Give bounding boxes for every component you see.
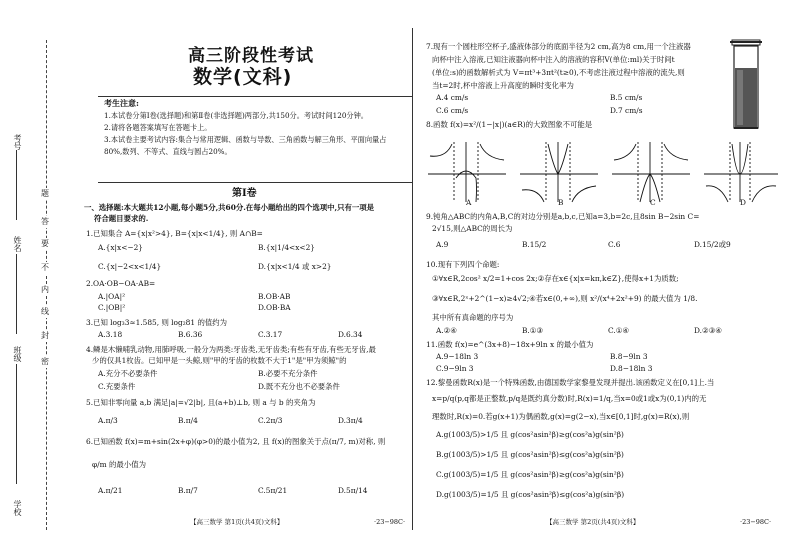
option: C.2π/3: [258, 416, 283, 425]
option: C.{x|−2<x<1/4}: [98, 262, 162, 271]
option: B.g(1003/5)>1/5 且 g(cos²asin²β)≤g(cos²a)g(sin²β): [436, 450, 624, 459]
question-stem: ①∀x∈R,2cos² x/2=1+cos 2x;②存在x∈{x|x=kπ,k∈Z},使得x+1为质数;: [432, 274, 679, 283]
option: B.①③: [522, 326, 544, 335]
option: B.6.36: [178, 330, 203, 339]
question-stem: 11.函数 f(x)=e^(3x+8)−18x+9ln x 的最小值为: [426, 340, 594, 349]
class-line: [16, 364, 17, 484]
option: D.8−18ln 3: [610, 364, 653, 373]
seal-char: 密: [41, 357, 49, 366]
footer-code: ·23−98C·: [740, 518, 772, 526]
question-stem: 6.已知函数 f(x)=m+sin(2x+φ)(φ>0)的最小值为2, 且 f(x)的图象关于点(π/7, m)对称, 则: [86, 437, 386, 446]
graph-c: [612, 142, 690, 202]
question-stem: (单位:s)的函数解析式为 V=πt³+3πt²(t≥0),不考虑注液过程中溶液的流失,则: [432, 68, 685, 77]
question-stem: 少的仅具1枚齿。已知甲是一头鲸,则"甲的牙齿的枚数不大于1"是"甲为须鲸"的: [92, 356, 347, 365]
footer-page-label: 【高三数学 第2页(共4页)文科】: [546, 518, 640, 526]
option: C.①④: [608, 326, 629, 335]
notes-title: 考生注意:: [104, 98, 139, 108]
option: D.5π/14: [338, 486, 368, 495]
question-stem: 8.函数 f(x)=x²/(1−|x|)(a∈R)的大致图象不可能是: [426, 120, 593, 129]
option: A.9: [436, 240, 449, 249]
footer-page-label: 【高三数学 第1页(共4页)文科】: [190, 518, 284, 526]
option: B.{x|1/4<x<2}: [258, 243, 315, 252]
option: A: [466, 198, 472, 207]
option: C.|OB|²: [98, 303, 126, 312]
option: B.15/2: [522, 240, 547, 249]
question-stem: ③∀x∈R,2ˣ+2^(1−x)≥4√2;④若x∈(0,+∞),则 x²/(x⁴+2x²+9) 的最大值为 1/8.: [432, 294, 698, 303]
binding-strip: [6, 40, 80, 530]
option: D.7 cm/s: [610, 106, 643, 115]
question-stem: 12.黎曼函数R(x)是一个特殊函数,由德国数学家黎曼发现并提出.该函数定义在[0,1]上.当: [426, 378, 715, 387]
graph-a: [428, 142, 506, 202]
option: C.6 cm/s: [436, 106, 469, 115]
footer-code: ·23−98C·: [374, 518, 406, 526]
option: A.②④: [436, 326, 457, 335]
option: D.②③④: [694, 326, 722, 335]
option: B.8−9ln 3: [610, 352, 648, 361]
name-line: [16, 254, 17, 334]
question-stem: 其中所有真命题的序号为: [432, 313, 514, 322]
option: B.OB·AB: [258, 292, 291, 301]
option: D.15/2或9: [694, 240, 731, 249]
seal-char: 题: [41, 189, 49, 198]
option: A.4 cm/s: [436, 93, 469, 102]
option: B: [558, 198, 564, 207]
option: D: [740, 198, 746, 207]
question-stem: 2.OA·OB−OA·AB=: [86, 279, 156, 288]
page-divider: [412, 28, 413, 530]
option: B.π/7: [178, 486, 198, 495]
exam-subject: 数学(文科): [193, 66, 293, 88]
seal-char: 封: [41, 331, 49, 340]
option: D.g(1003/5)=1/5 且 g(cos²asin²β)≤g(cos²a)g(sin²β): [436, 490, 625, 499]
option: A.g(1003/5)>1/5 且 g(cos²asin²β)≥g(cos²a)g(sin²β): [436, 430, 624, 439]
option: B.π/4: [178, 416, 198, 425]
question-stem: 1.已知集合 A={x|x²>4}, B={x|x<1/4}, 则 A∩B=: [86, 229, 263, 238]
option: D.OB·BA: [258, 303, 291, 312]
graph-d: [704, 142, 778, 202]
option: D.6.34: [338, 330, 363, 339]
option: C.3.17: [258, 330, 283, 339]
exam-number-line: [16, 150, 17, 220]
question-stem: φ/m 的最小值为: [92, 460, 146, 469]
part-one-label: 第Ⅰ卷: [232, 188, 257, 199]
note-item: 3.本试卷主要考试内容:集合与常用逻辑、函数与导数、三角函数与解三角形、平面向量占: [104, 135, 387, 144]
q8-graph-options: [426, 138, 778, 210]
question-stem: 9.钝角△ABC的内角A,B,C的对边分别是a,b,c,已知a=3,b=2c,且8sin B−2sin C=: [426, 212, 700, 221]
question-stem: 5.已知非零向量 a,b 满足|a|=√2|b|, 且(a+b)⊥b, 则 a 与 b 的夹角为: [86, 398, 316, 407]
note-item: 1.本试卷分第Ⅰ卷(选择题)和第Ⅱ卷(非选择题)两部分,共150分。考试时间120分钟。: [104, 111, 368, 120]
option: A.{x|x<−2}: [98, 243, 144, 252]
field-name: 姓名: [13, 236, 22, 252]
seal-char: 内: [41, 285, 49, 294]
field-exam-number: 考号: [13, 134, 22, 150]
option: A.3.18: [98, 330, 123, 339]
option: D.既不充分也不必要条件: [258, 382, 340, 391]
field-class: 班级: [13, 346, 22, 362]
question-stem: 向杯中注入溶液,已知注液器向杯中注入的溶液的容积V(单位:ml)关于时间t: [432, 55, 675, 64]
section-intro: 一、选择题:本大题共12小题,每小题5分,共60分.在每小题给出的四个选项中,只有一项是: [84, 203, 375, 212]
question-stem: 3.已知 log₃3≈1.585, 则 log₂81 的值约为: [86, 318, 228, 327]
option: B.5 cm/s: [610, 93, 643, 102]
option: C: [650, 198, 656, 207]
question-stem: 2√15,则△ABC的周长为: [432, 224, 513, 233]
option: C.充要条件: [98, 382, 136, 391]
exam-title: 高三阶段性考试: [188, 46, 314, 66]
option: C.6: [608, 240, 621, 249]
option: D.{x|x<1/4 或 x>2}: [258, 262, 332, 271]
seal-char: 要: [41, 239, 49, 248]
section-intro: 符合题目要求的.: [94, 214, 149, 223]
question-stem: 4.鳞是木懒哺乳动物,用肺呼吸,一般分为两类:牙齿类,无牙齿类;有些有牙齿,有些无牙齿,最: [86, 345, 376, 354]
option: A.π/3: [98, 416, 118, 425]
question-stem: 当t=2时,杯中溶液上升高度的瞬时变化率为: [432, 81, 574, 90]
question-stem: 理数时,R(x)=0.若g(x+1)为偶函数,g(x)=g(2−x),当x∈[0,1]时,g(x)=R(x),则: [432, 412, 690, 421]
question-stem: 10.现有下列四个命题:: [426, 260, 500, 269]
cup-illustration: [718, 38, 774, 134]
option: C.9−9ln 3: [436, 364, 474, 373]
note-item: 80%,数列、不等式、直线与圆占20%。: [104, 147, 232, 156]
field-school: 学校: [13, 500, 22, 516]
option: A.充分不必要条件: [98, 369, 158, 378]
option: B.必要不充分条件: [258, 369, 318, 378]
option: C.g(1003/5)=1/5 且 g(cos²asin²β)≥g(cos²a)g(sin²β): [436, 470, 624, 479]
question-stem: 7.现有一个圆柱形空杯子,盛液体部分的底面半径为2 cm,高为8 cm,用一个注液器: [426, 42, 691, 51]
question-stem: x=p/q(p,q都是正整数,p/q是既约真分数)时,R(x)=1/q,当x=0或1或x为(0,1)内的无: [432, 394, 707, 403]
option: A.9−18ln 3: [436, 352, 479, 361]
option: C.5π/21: [258, 486, 288, 495]
seal-char: 不: [41, 263, 49, 272]
note-item: 2.请将各题答案填写在答题卡上。: [104, 123, 212, 132]
graph-b: [520, 142, 598, 202]
option: A.|OA|²: [98, 292, 126, 301]
option: A.π/21: [98, 486, 123, 495]
seal-char: 线: [41, 307, 49, 316]
seal-char: 答: [41, 217, 49, 226]
option: D.3π/4: [338, 416, 363, 425]
